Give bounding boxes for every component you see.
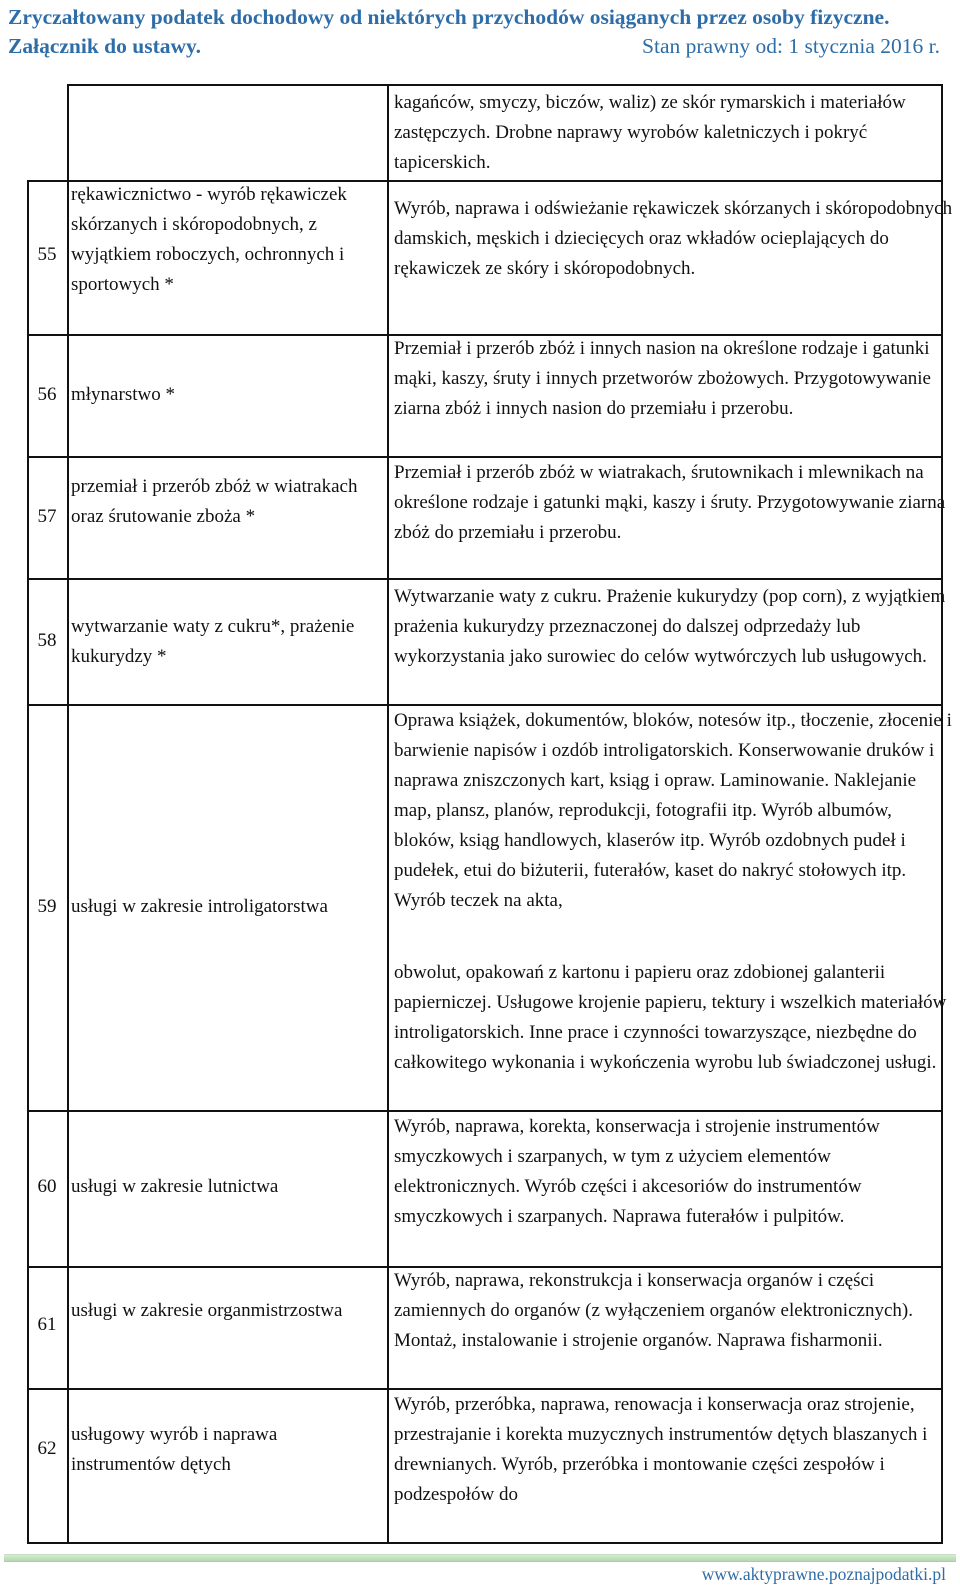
row-name: wytwarzanie waty z cukru*, prażenie kukurydzy * (71, 616, 355, 667)
row-number: 59 (37, 896, 57, 917)
row-name: usługowy wyrób i naprawa instrumentów dętych (71, 1424, 278, 1475)
row-description: Oprawa książek, dokumentów, bloków, notesów itp., tłoczenie, złocenie i barwienie napisów i ozdób introligatorskich. Konserwowanie druków i naprawa zniszczonych kart, ksiąg i opraw. Laminowanie. Naklejanie map, plansz, planów, reprodukcji, fotografii itp. Wyrób albumów, bloków, ksiąg handlowych, klaserów itp. Wyrób ozdobnych pudeł i pudełek, etui do biżuterii, futerałów, kaset do nakryć stołowych itp. Wyrób teczek na akta, (394, 710, 952, 911)
table-divider-number (67, 84, 69, 1544)
table-border-bottom (27, 1542, 943, 1544)
row-description: Wyrób, naprawa i odświeżanie rękawiczek skórzanych i skóropodobnych damskich, męskich i dziecięcych oraz wkładów ocieplających do rękawiczek ze skóry i skóropodobnych. (394, 198, 953, 279)
row-number: 58 (37, 630, 57, 651)
row-description: Przemiał i przerób zbóż w wiatrakach, śrutownikach i mlewnikach na określone rodzaje i gatunki mąki, kaszy i śruty. Przygotowywanie ziarna zbóż do przemiału i przerobu. (394, 462, 946, 543)
table-border-top (67, 84, 943, 86)
legal-status: Stan prawny od: 1 stycznia 2016 r. (642, 34, 940, 58)
row-name: rękawicznictwo - wyrób rękawiczek skórzanych i skóropodobnych, z wyjątkiem roboczych, ochronnych i sportowych * (71, 184, 347, 295)
row-number: 61 (37, 1314, 57, 1335)
row-description: Wytwarzanie waty z cukru. Prażenie kukurydzy (pop corn), z wyjątkiem prażenia kukurydzy przeznaczonej do dalszej odprzedaży lub wykorzystania jako surowiec do celów wytwórczych lub usługowych. (394, 586, 946, 667)
row-number: 62 (37, 1438, 57, 1459)
row-number: 60 (37, 1176, 57, 1197)
row-name: usługi w zakresie introligatorstwa (71, 896, 328, 917)
page-header (8, 2, 952, 60)
row-description: Wyrób, naprawa, rekonstrukcja i konserwacja organów i części zamiennych do organów (z wyłączeniem organów elektronicznych). Montaż, instalowanie i strojenie organów. Naprawa fisharmonii. (394, 1270, 913, 1351)
row-name: usługi w zakresie lutnictwa (71, 1176, 279, 1197)
row-description: Przemiał i przerób zbóż i innych nasion na określone rodzaje i gatunki mąki, kaszy, śruty i innych przetworów zbożowych. Przygotowywanie ziarna zbóż i innych nasion do przemiału i przerobu. (394, 338, 931, 419)
header-row (8, 32, 952, 60)
row-description: Wyrób, naprawa, korekta, konserwacja i strojenie instrumentów smyczkowych i szarpanych, w tym z użyciem elementów elektronicznych. Wyrób części i akcesoriów do instrumentów smyczkowych i szarpanych. Naprawa futerałów i pulpitów. (394, 1116, 880, 1227)
row-name: przemiał i przerób zbóż w wiatrakach oraz śrutowanie zboża * (71, 476, 358, 527)
footer-website-link[interactable]: www.aktyprawne.poznajpodatki.pl (701, 1564, 946, 1584)
table-divider-name (387, 84, 389, 1544)
footer-divider (4, 1554, 956, 1562)
document-subtitle: Załącznik do ustawy. (8, 34, 201, 58)
row-name: młynarstwo * (71, 384, 175, 405)
row-number: 57 (37, 506, 57, 527)
row-description: Wyrób, przeróbka, naprawa, renowacja i konserwacja oraz strojenie, przestrajanie i korekta muzycznych instrumentów dętych blaszanych i drewnianych. Wyrób, przeróbka i montowanie części zespołów i podzespołów do (394, 1394, 928, 1505)
services-table (27, 84, 956, 1544)
row-description-continued: obwolut, opakowań z kartonu i papieru oraz zdobionej galanterii papierniczej. Usługowe krojenie papieru, tektury i wszelkich materiałów introligatorskich. Inne prace i czynności towarzyszące, niezbędne do całkowitego wykonania i wykończenia wyrobu lub świadczonej usługi. (394, 962, 947, 1073)
row-number: 56 (37, 384, 57, 405)
document-title: Zryczałtowany podatek dochodowy od niektórych przychodów osiąganych przez osoby fizyczne. (8, 5, 890, 29)
row-name: usługi w zakresie organmistrzostwa (71, 1300, 343, 1321)
row-description: kagańców, smyczy, biczów, waliz) ze skór rymarskich i materiałów zastępczych. Drobne naprawy wyrobów kaletniczych i pokryć tapicerskich. (394, 92, 906, 173)
row-separator (27, 578, 943, 580)
row-number: 55 (37, 244, 57, 265)
